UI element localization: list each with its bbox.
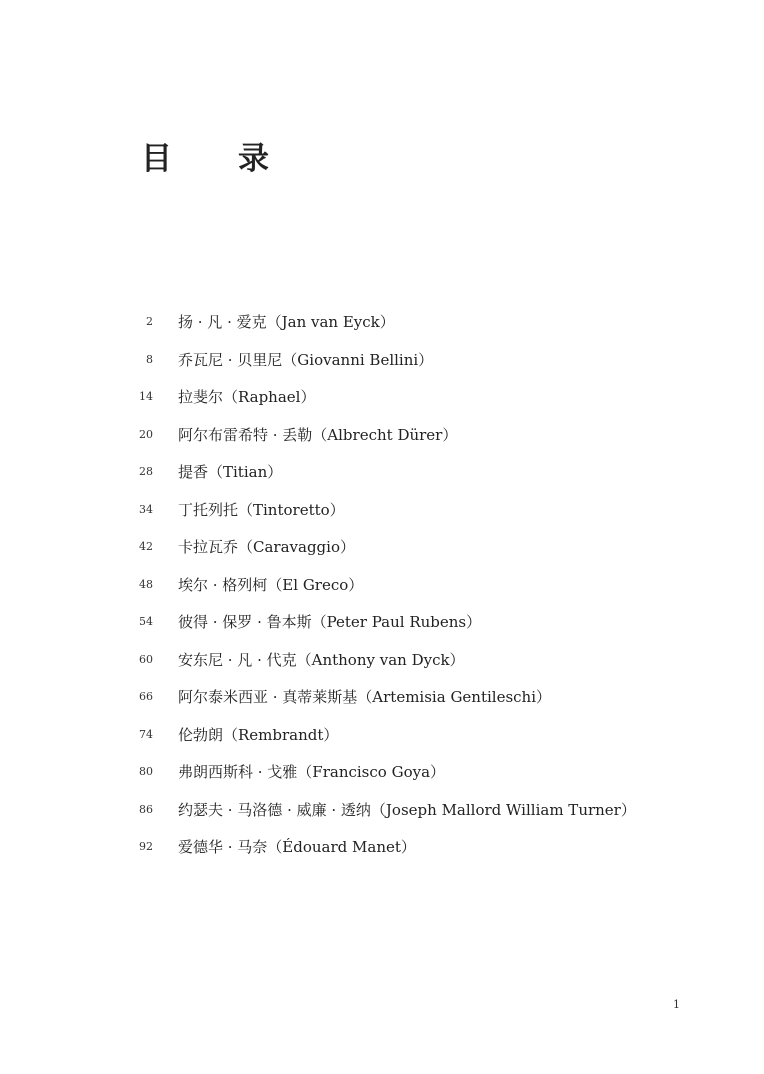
toc-entry[interactable] bbox=[0, 341, 764, 379]
toc-page-number: 92 bbox=[139, 840, 153, 854]
toc-entry-title[interactable]: 爱德华 · 马奈（Édouard Manet） bbox=[178, 838, 416, 857]
toc-page-number: 14 bbox=[139, 390, 153, 404]
toc-page-number: 2 bbox=[146, 315, 153, 329]
toc-entry[interactable] bbox=[0, 303, 764, 341]
toc-entry-title[interactable]: 卡拉瓦乔（Caravaggio） bbox=[178, 538, 355, 557]
toc-entry[interactable] bbox=[0, 528, 764, 566]
toc-entry-title[interactable]: 安东尼 · 凡 · 代克（Anthony van Dyck） bbox=[178, 650, 465, 669]
toc-entry-title[interactable]: 阿尔泰米西亚 · 真蒂莱斯基（Artemisia Gentileschi） bbox=[178, 688, 552, 707]
page-title bbox=[141, 139, 269, 179]
toc-entry[interactable] bbox=[0, 753, 764, 791]
toc-entry[interactable] bbox=[0, 641, 764, 679]
toc-page-number: 8 bbox=[146, 352, 153, 366]
toc-page-number: 80 bbox=[139, 765, 153, 779]
toc-entry[interactable] bbox=[0, 716, 764, 754]
toc-entry-title[interactable]: 提香（Titian） bbox=[178, 463, 283, 482]
toc-entry[interactable] bbox=[0, 566, 764, 604]
toc-entry-title[interactable]: 约瑟夫 · 马洛德 · 威廉 · 透纳（Joseph Mallord William Turner） bbox=[178, 800, 636, 819]
toc-page-number: 60 bbox=[139, 652, 153, 666]
toc-page-number: 54 bbox=[139, 615, 153, 629]
toc-entry[interactable] bbox=[0, 453, 764, 491]
toc-entry[interactable] bbox=[0, 603, 764, 641]
toc-entry[interactable] bbox=[0, 378, 764, 416]
page-title-char-2: 录 bbox=[238, 140, 269, 177]
page-title-char-1: 目 bbox=[141, 140, 172, 177]
toc-entry-title[interactable]: 丁托列托（Tintoretto） bbox=[178, 500, 345, 519]
toc-entry[interactable] bbox=[0, 828, 764, 866]
toc-page-number: 42 bbox=[139, 540, 153, 554]
toc-entry-title[interactable]: 埃尔 · 格列柯（El Greco） bbox=[178, 575, 364, 594]
toc-entry-title[interactable]: 扬 · 凡 · 爱克（Jan van Eyck） bbox=[178, 313, 395, 332]
toc-entry-title[interactable]: 乔瓦尼 · 贝里尼（Giovanni Bellini） bbox=[178, 350, 434, 369]
toc-entry[interactable] bbox=[0, 491, 764, 529]
toc-page-number: 34 bbox=[139, 502, 153, 516]
toc-page-number: 74 bbox=[139, 727, 153, 741]
toc-page-number: 28 bbox=[139, 465, 153, 479]
page-number-footer: 1 bbox=[673, 998, 680, 1011]
toc-entry[interactable] bbox=[0, 678, 764, 716]
toc-entry-title[interactable]: 弗朗西斯科 · 戈雅（Francisco Goya） bbox=[178, 763, 446, 782]
toc-page-number: 86 bbox=[139, 802, 153, 816]
toc-entry[interactable] bbox=[0, 791, 764, 829]
toc-page-number: 66 bbox=[139, 690, 153, 704]
toc-entry-title[interactable]: 彼得 · 保罗 · 鲁本斯（Peter Paul Rubens） bbox=[178, 613, 482, 632]
toc-entry-title[interactable]: 阿尔布雷希特 · 丢勒（Albrecht Dürer） bbox=[178, 425, 458, 444]
toc-page-number: 20 bbox=[139, 427, 153, 441]
toc-entry-title[interactable]: 拉斐尔（Raphael） bbox=[178, 388, 316, 407]
toc-page-number: 48 bbox=[139, 577, 153, 591]
table-of-contents bbox=[0, 303, 764, 866]
toc-entry[interactable] bbox=[0, 416, 764, 454]
toc-entry-title[interactable]: 伦勃朗（Rembrandt） bbox=[178, 725, 339, 744]
